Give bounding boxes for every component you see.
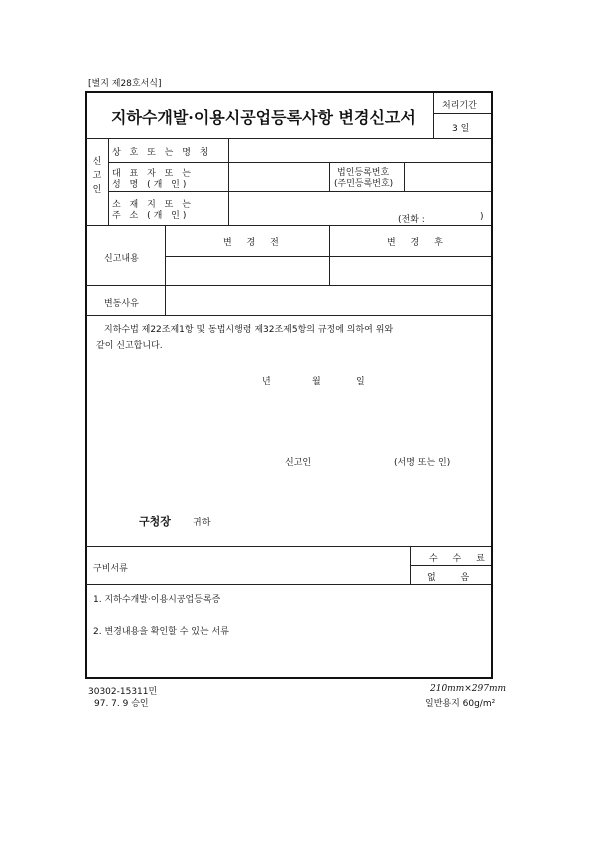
change-reason-field[interactable] <box>166 286 491 314</box>
applicant-bottom-line <box>86 225 491 226</box>
footer-approval-code: 30302-15311민 <box>88 687 158 697</box>
documents-top-line <box>86 546 491 547</box>
address-label-line1: 소 재 지 또 는 <box>112 200 194 210</box>
business-name-label: 상 호 또 는 명 칭 <box>112 148 212 158</box>
fee-mid-line <box>410 565 491 566</box>
reason-bottom-line <box>86 315 491 316</box>
fee-value: 없 음 <box>427 573 470 583</box>
fee-label: 수 수 료 <box>429 554 491 564</box>
form-title: 지하수개발·이용시공업등록사항 변경신고서 <box>111 108 416 127</box>
before-change-field[interactable] <box>166 257 328 284</box>
after-change-field[interactable] <box>330 257 491 284</box>
corp-divider-left <box>329 162 330 191</box>
documents-header: 구비서류 <box>93 564 128 574</box>
date-year: 년 <box>262 377 271 387</box>
frame-top <box>85 91 493 93</box>
processing-divider <box>433 113 491 114</box>
representative-label-line2: 성 명 (개 인) <box>112 180 190 190</box>
document-item-2: 2. 변경내용을 확인할 수 있는 서류 <box>93 627 229 637</box>
statement-line2: 같이 신고합니다. <box>96 341 163 351</box>
addressee-suffix: 귀하 <box>193 518 211 528</box>
after-change-header: 변 경 후 <box>387 238 449 248</box>
representative-field[interactable] <box>229 163 328 191</box>
footer-approval-date: 97. 7. 9 승인 <box>94 699 149 709</box>
address-label-line2: 주 소 (개 인) <box>112 211 190 221</box>
frame-bottom <box>85 677 493 679</box>
document-item-1: 1. 지하수개발·이용시공업등록증 <box>93 595 221 605</box>
representative-label-line1: 대 표 자 또 는 <box>112 169 194 179</box>
applicant-section-label: 신 고 인 <box>92 157 102 195</box>
addressee-name: 구청장 <box>139 515 171 528</box>
business-name-field[interactable] <box>229 139 491 161</box>
signature-hint: (서명 또는 인) <box>394 458 451 468</box>
date-month: 월 <box>312 377 321 387</box>
footer-paper-size: 210mm×297mm <box>430 684 507 694</box>
report-content-label: 신고내용 <box>104 254 139 264</box>
processing-value: 3 일 <box>452 124 470 134</box>
phone-label: (전화 : <box>398 215 425 225</box>
change-reason-label: 변동사유 <box>104 299 139 309</box>
corp-number-field[interactable] <box>405 163 491 191</box>
title-divider <box>433 92 434 138</box>
phone-close: ) <box>480 212 484 222</box>
applicant-section-divider <box>108 138 109 225</box>
corp-number-label-line1: 법인등록번호 <box>337 168 390 178</box>
form-number-label: [별지 제28호서식] <box>88 79 162 89</box>
date-day: 일 <box>356 377 365 387</box>
processing-label: 처리기간 <box>442 101 477 111</box>
frame-left <box>85 91 87 679</box>
address-field[interactable] <box>229 192 491 224</box>
corp-number-label-line2: (주민등록번호) <box>334 179 394 189</box>
before-change-header: 변 경 전 <box>223 238 285 248</box>
documents-header-line <box>86 584 491 585</box>
footer-paper-type: 일반용지 60g/m² <box>425 699 496 709</box>
statement-line1: 지하수법 제22조제1항 및 동법시행령 제32조제5항의 규정에 의하여 위와 <box>104 325 394 335</box>
frame-right <box>491 91 493 679</box>
signer-label: 신고인 <box>285 458 312 468</box>
